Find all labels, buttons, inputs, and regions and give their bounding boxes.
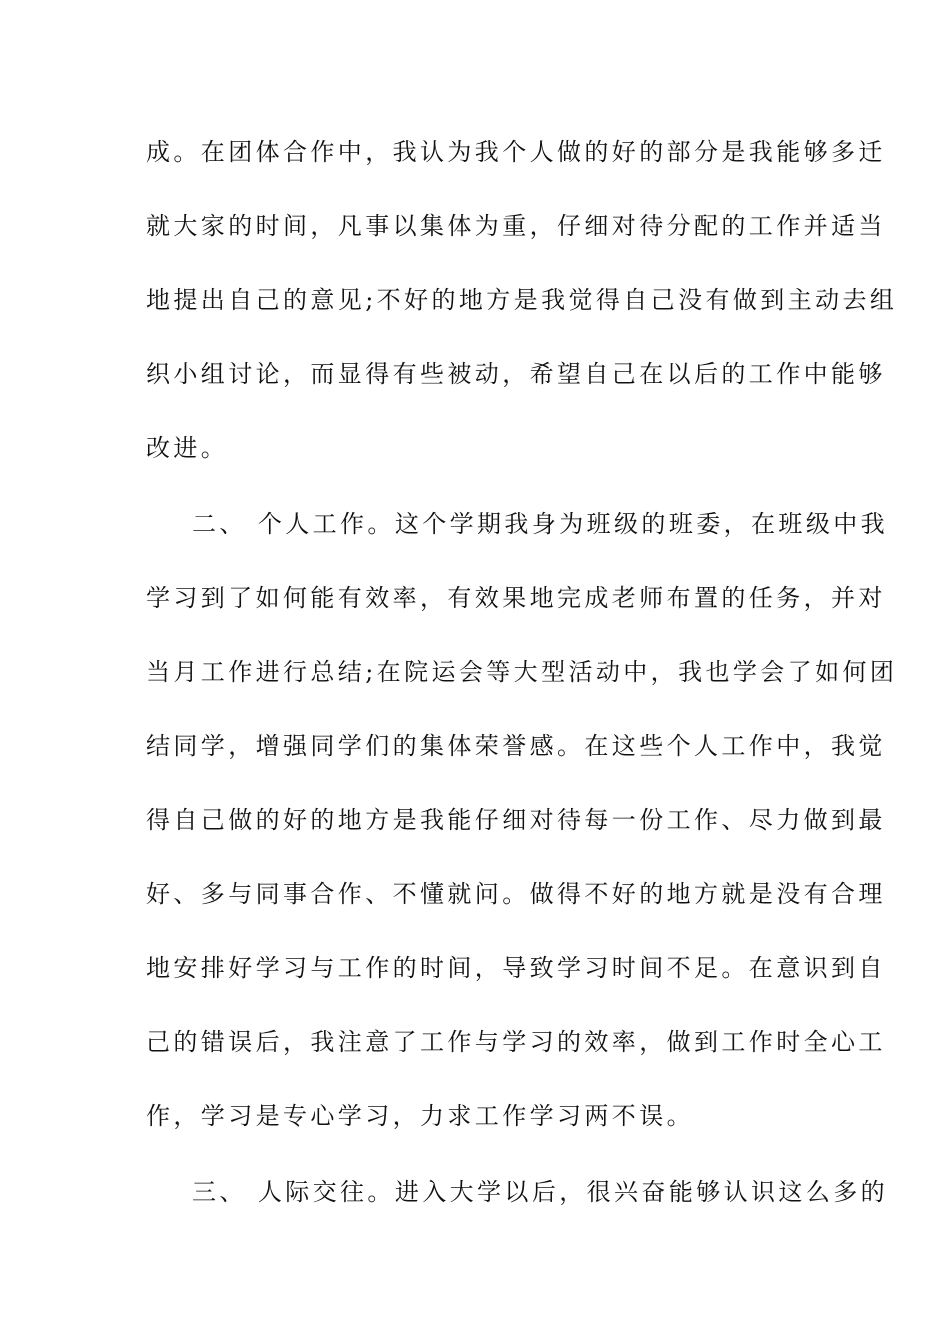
text-line: 地安排好学习与工作的时间，导致学习时间不足。在意识到自: [146, 954, 886, 982]
text-line: 就大家的时间，凡事以集体为重，仔细对待分配的工作并适当: [146, 212, 886, 240]
text-line: 作，学习是专心学习，力求工作学习两不误。: [146, 1102, 694, 1130]
text-line: 织小组讨论，而显得有些被动，希望自己在以后的工作中能够: [146, 360, 886, 388]
text-line: 当月工作进行总结;在院运会等大型活动中，我也学会了如何团: [146, 658, 898, 686]
text-line: 成。在团体合作中，我认为我个人做的好的部分是我能够多迁: [146, 138, 886, 166]
text-line: 好、多与同事合作、不懂就问。做得不好的地方就是没有合理: [146, 880, 886, 908]
section-heading-line: 三、 人际交往。进入大学以后，很兴奋能够认识这么多的: [192, 1178, 889, 1206]
text-line: 己的错误后，我注意了工作与学习的效率，做到工作时全心工: [146, 1028, 886, 1056]
text-line: 结同学，增强同学们的集体荣誉感。在这些个人工作中，我觉: [146, 732, 886, 760]
text-line: 得自己做的好的地方是我能仔细对待每一份工作、尽力做到最: [146, 806, 886, 834]
section-heading-line: 二、 个人工作。这个学期我身为班级的班委，在班级中我: [192, 510, 889, 538]
text-line: 地提出自己的意见;不好的地方是我觉得自己没有做到主动去组: [146, 286, 898, 314]
text-line: 改进。: [146, 434, 229, 462]
text-line: 学习到了如何能有效率，有效果地完成老师布置的任务，并对: [146, 584, 886, 612]
